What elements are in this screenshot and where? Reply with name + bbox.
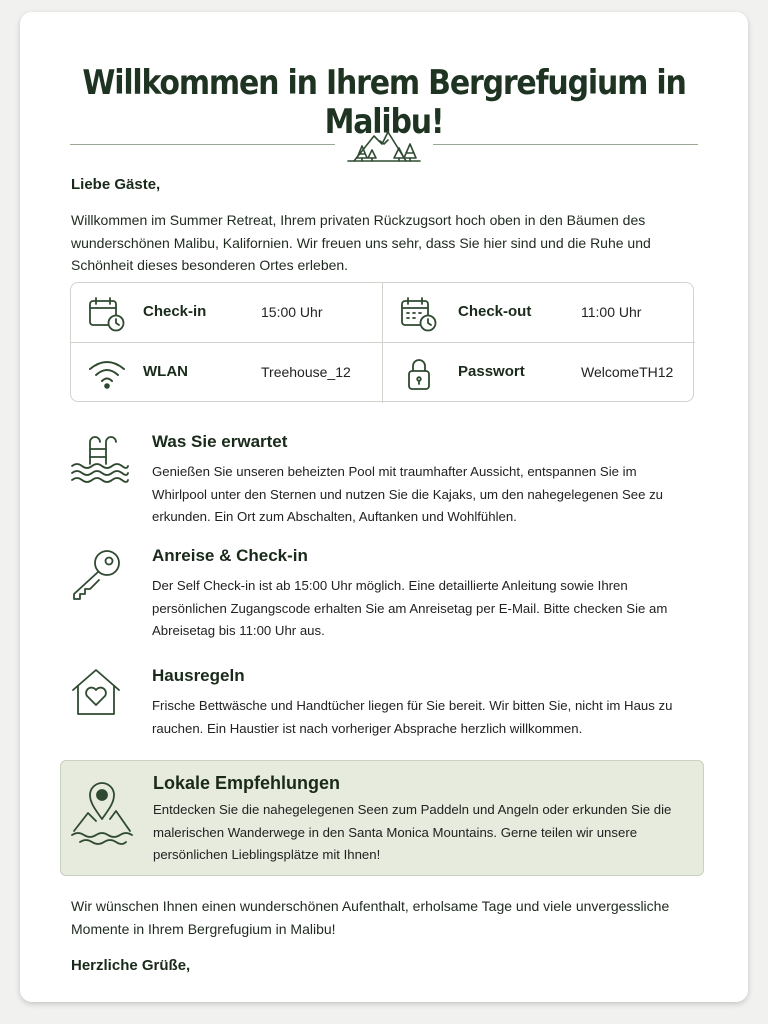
- map-pin-mountain-icon: [70, 775, 134, 845]
- wifi-icon: [87, 355, 127, 391]
- welcome-letter: [20, 12, 748, 1002]
- calendar-clock-icon: [87, 295, 127, 333]
- checkin-value: 15:00 Uhr: [261, 304, 323, 320]
- mountain-divider: [70, 124, 698, 164]
- checkin-label: Check-in: [143, 303, 207, 320]
- lock-icon: [399, 355, 439, 393]
- mountain-trees-icon: [344, 124, 424, 164]
- section-title: Was Sie erwartet: [152, 432, 288, 451]
- highlight-text: Entdecken Sie die nahegelegenen Seen zum Paddeln und Angeln oder erkunden Sie die malerischen Wanderwege in den Santa Monica Mountains. Gerne teilen wir unsere persönlichen Lieblingsplätze mit Ihnen!: [153, 802, 672, 862]
- divider-line-left: [70, 144, 335, 145]
- closing-text: Wir wünschen Ihnen einen wunderschönen Aufenthalt, erholsame Tage und viele unvergessliche Momente in Ihrem Bergrefugium in Malibu!: [71, 898, 670, 937]
- wifi-value: Treehouse_12: [261, 364, 351, 380]
- section-title: Anreise & Check-in: [152, 546, 308, 565]
- password-value: WelcomeTH12: [581, 364, 674, 380]
- house-heart-icon: [70, 666, 122, 718]
- checkout-value: 11:00 Uhr: [581, 304, 642, 320]
- section-what-to-expect: [70, 432, 700, 522]
- wifi-label: WLAN: [143, 363, 188, 380]
- pool-ladder-icon: [70, 432, 130, 484]
- section-arrival: [70, 546, 700, 636]
- password-label: Passwort: [458, 363, 525, 380]
- section-text: Der Self Check-in ist ab 15:00 Uhr möglich. Eine detaillierte Anleitung sowie Ihren persönlichen Zugangscode erhalten Sie am Anreisetag per E-Mail. Bitte checken Sie am Abreisetag bis 11:00 Uhr aus.: [152, 578, 668, 638]
- key-icon: [70, 546, 126, 602]
- signoff: Herzliche Grüße,: [71, 957, 191, 974]
- intro-text: Willkommen im Summer Retreat, Ihrem privaten Rückzugsort hoch oben in den Bäumen des wunderschönen Malibu, Kalifornien. Wir freuen uns sehr, dass Sie hier sind und die Ruhe und Schönheit dieses besonderen Ortes erleben.: [71, 212, 651, 273]
- section-title: Hausregeln: [152, 666, 245, 685]
- divider-line-right: [433, 144, 698, 145]
- page-title: Willkommen in Ihrem Bergrefugium in Malibu!: [82, 63, 686, 143]
- wifi-cell: [71, 343, 383, 403]
- local-recommendations-box: [60, 760, 704, 876]
- stay-info-table: [70, 282, 694, 402]
- greeting: Liebe Gäste,: [71, 176, 161, 193]
- checkout-label: Check-out: [458, 303, 532, 320]
- section-text: Frische Bettwäsche und Handtücher liegen für Sie bereit. Wir bitten Sie, nicht im Haus zu rauchen. Ein Haustier ist nach vorheriger Absprache herzlich willkommen.: [152, 698, 673, 736]
- highlight-title: Lokale Empfehlungen: [153, 773, 341, 793]
- section-house-rules: [70, 666, 700, 736]
- section-text: Genießen Sie unseren beheizten Pool mit traumhafter Aussicht, entspannen Sie im Whirlpool unter den Sternen und nutzen Sie die Kajaks, um den nahegelegenen See zu erkunden. Ein Ort zum Abschalten, Auftanken und Wohlfühlen.: [152, 464, 664, 524]
- checkout-cell: [383, 283, 695, 343]
- calendar-clock-icon: [399, 295, 439, 333]
- checkin-cell: [71, 283, 383, 343]
- password-cell: [383, 343, 695, 403]
